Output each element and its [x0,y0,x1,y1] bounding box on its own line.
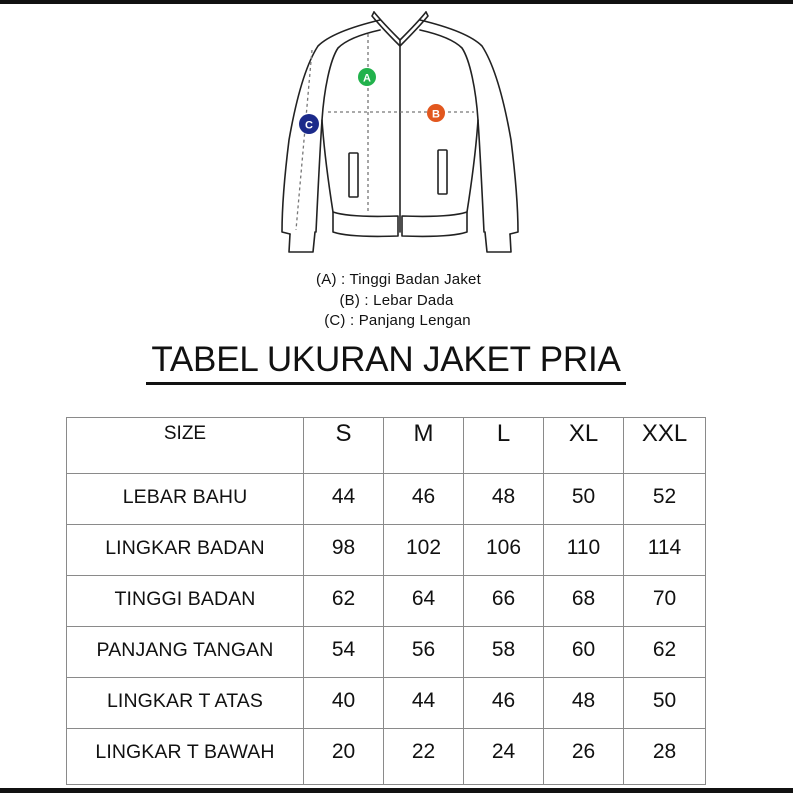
table-row [67,729,706,785]
table-cell: 44 [304,474,384,525]
table-cell: 70 [624,576,706,627]
header-size-label: SIZE [67,418,304,474]
table-cell: 110 [544,525,624,576]
table-cell: 50 [544,474,624,525]
legend-a: (A) : Tinggi Badan Jaket [316,271,481,288]
row-label: LINGKAR BADAN [67,525,304,576]
marker-c-label: C [305,119,313,132]
table-cell: 26 [544,729,624,785]
table-cell: 66 [464,576,544,627]
legend-b: (B) : Lebar Dada [339,291,454,309]
table-cell: 64 [384,576,464,627]
table-cell: 58 [464,627,544,678]
bottom-border [0,788,793,793]
top-border [0,0,793,4]
table-cell: 56 [384,627,464,678]
table-cell: 28 [624,729,706,785]
header-size-s: S [304,418,384,474]
table-row [67,678,706,729]
table-row [67,627,706,678]
marker-b [427,104,445,122]
row-label: TINGGI BADAN [67,576,304,627]
jacket-diagram [270,6,530,268]
table-cell: 102 [384,525,464,576]
header-size-l: L [464,418,544,474]
table-header-row [67,418,706,474]
marker-c [299,114,319,134]
table-cell: 54 [304,627,384,678]
table-cell: 98 [304,525,384,576]
row-label: LEBAR BAHU [67,474,304,525]
size-table [66,417,706,785]
table-cell: 46 [384,474,464,525]
marker-a-label: A [363,72,371,85]
legend-c: (C) : Panjang Lengan [324,312,471,329]
table-cell: 44 [384,678,464,729]
table-row [67,525,706,576]
table-cell: 114 [624,525,706,576]
header-size-xxl: XXL [624,418,706,474]
table-cell: 50 [624,678,706,729]
table-cell: 60 [544,627,624,678]
marker-b-label: B [432,108,440,121]
table-cell: 106 [464,525,544,576]
row-label: LINGKAR T ATAS [67,678,304,729]
table-cell: 46 [464,678,544,729]
table-cell: 62 [624,627,706,678]
measurement-legend [0,270,793,332]
table-cell: 24 [464,729,544,785]
table-cell: 48 [544,678,624,729]
table-cell: 40 [304,678,384,729]
page-title: TABEL UKURAN JAKET PRIA [146,338,626,385]
table-cell: 68 [544,576,624,627]
table-cell: 48 [464,474,544,525]
header-size-m: M [384,418,464,474]
table-cell: 22 [384,729,464,785]
table-cell: 62 [304,576,384,627]
table-row [67,576,706,627]
header-size-xl: XL [544,418,624,474]
marker-a [358,68,376,86]
row-label: LINGKAR T BAWAH [67,729,304,785]
row-label: PANJANG TANGAN [67,627,304,678]
table-cell: 52 [624,474,706,525]
table-row [67,474,706,525]
table-cell: 20 [304,729,384,785]
